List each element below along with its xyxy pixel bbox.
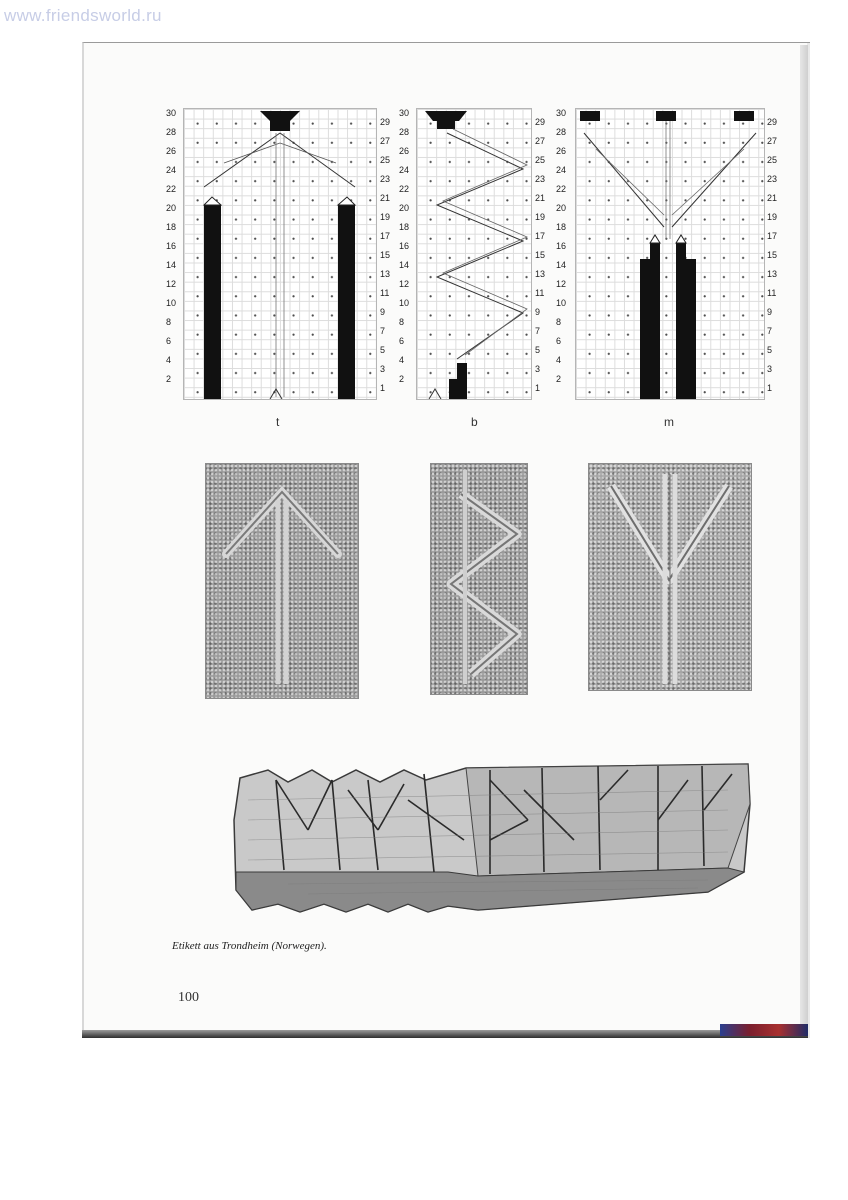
row-number: 9 <box>535 307 541 317</box>
row-number: 18 <box>399 222 410 232</box>
row-number: 3 <box>535 364 541 374</box>
row-number: 19 <box>767 212 778 222</box>
row-number: 22 <box>399 184 410 194</box>
row-numbers-left-t <box>166 108 182 398</box>
page-number: 100 <box>178 990 199 1005</box>
row-number: 27 <box>380 136 391 146</box>
row-number: 14 <box>166 260 177 270</box>
row-number: 26 <box>556 146 567 156</box>
row-number: 22 <box>166 184 177 194</box>
row-number: 17 <box>535 231 546 241</box>
row-number: 28 <box>556 127 567 137</box>
row-number: 24 <box>166 165 177 175</box>
row-number: 4 <box>399 355 405 365</box>
row-number: 18 <box>556 222 567 232</box>
watermark: www.friendsworld.ru <box>4 6 162 25</box>
row-number: 22 <box>556 184 567 194</box>
row-number: 18 <box>166 222 177 232</box>
row-number: 16 <box>166 241 177 251</box>
row-number: 16 <box>556 241 567 251</box>
row-numbers-left-m <box>556 108 572 398</box>
row-number: 6 <box>556 336 562 346</box>
row-number: 30 <box>166 108 177 118</box>
row-number: 10 <box>399 298 410 308</box>
row-number: 12 <box>166 279 177 289</box>
row-number: 20 <box>399 203 410 213</box>
row-number: 3 <box>380 364 386 374</box>
row-number: 7 <box>535 326 541 336</box>
row-number: 21 <box>535 193 546 203</box>
row-number: 14 <box>399 260 410 270</box>
row-number: 19 <box>535 212 546 222</box>
row-number: 15 <box>380 250 391 260</box>
row-number: 1 <box>535 383 541 393</box>
row-number: 8 <box>399 317 405 327</box>
row-number: 12 <box>556 279 567 289</box>
row-number: 19 <box>380 212 391 222</box>
row-numbers-right-b <box>535 108 551 398</box>
chart-label-b: b <box>471 415 478 429</box>
row-number: 28 <box>166 127 177 137</box>
row-number: 20 <box>166 203 177 213</box>
row-number: 2 <box>399 374 405 384</box>
row-number: 13 <box>380 269 391 279</box>
row-numbers-right-m <box>767 108 783 398</box>
row-number: 13 <box>767 269 778 279</box>
row-number: 10 <box>166 298 177 308</box>
row-number: 11 <box>380 288 390 298</box>
row-number: 8 <box>166 317 172 327</box>
row-number: 11 <box>535 288 545 298</box>
knitting-chart-b <box>416 108 532 400</box>
row-number: 20 <box>556 203 567 213</box>
knitted-swatch-t <box>205 463 359 699</box>
rune-stick-drawing <box>228 760 768 920</box>
row-number: 27 <box>767 136 778 146</box>
row-number: 3 <box>767 364 773 374</box>
page-bottom-edge <box>82 1030 808 1038</box>
row-number: 21 <box>767 193 778 203</box>
row-number: 17 <box>767 231 778 241</box>
row-number: 16 <box>399 241 410 251</box>
row-number: 7 <box>767 326 773 336</box>
row-number: 29 <box>767 117 778 127</box>
row-number: 5 <box>380 345 386 355</box>
row-number: 24 <box>399 165 410 175</box>
row-number: 9 <box>380 307 386 317</box>
row-number: 9 <box>767 307 773 317</box>
row-numbers-left-b <box>399 108 415 398</box>
row-number: 24 <box>556 165 567 175</box>
row-number: 15 <box>535 250 546 260</box>
row-number: 25 <box>535 155 546 165</box>
row-number: 26 <box>399 146 410 156</box>
row-number: 23 <box>535 174 546 184</box>
row-number: 25 <box>767 155 778 165</box>
row-number: 6 <box>166 336 172 346</box>
knitted-swatch-m <box>588 463 752 691</box>
row-number: 1 <box>767 383 773 393</box>
row-number: 15 <box>767 250 778 260</box>
knitted-swatch-b <box>430 463 528 695</box>
row-number: 28 <box>399 127 410 137</box>
knitting-chart-m <box>575 108 765 400</box>
row-number: 29 <box>535 117 546 127</box>
row-number: 14 <box>556 260 567 270</box>
figure-caption: Etikett aus Trondheim (Norwegen). <box>172 940 327 952</box>
row-number: 26 <box>166 146 177 156</box>
row-number: 23 <box>767 174 778 184</box>
row-number: 5 <box>535 345 541 355</box>
row-number: 30 <box>556 108 567 118</box>
row-number: 10 <box>556 298 567 308</box>
chart-label-t: t <box>276 415 280 429</box>
row-number: 6 <box>399 336 405 346</box>
row-number: 17 <box>380 231 391 241</box>
page-edge <box>800 45 808 1035</box>
row-number: 5 <box>767 345 773 355</box>
row-number: 21 <box>380 193 391 203</box>
row-number: 25 <box>380 155 391 165</box>
row-number: 7 <box>380 326 386 336</box>
row-number: 23 <box>380 174 391 184</box>
row-number: 2 <box>166 374 172 384</box>
row-number: 2 <box>556 374 562 384</box>
row-number: 11 <box>767 288 777 298</box>
row-number: 4 <box>166 355 172 365</box>
row-number: 12 <box>399 279 410 289</box>
row-number: 13 <box>535 269 546 279</box>
knitting-chart-t <box>183 108 377 400</box>
row-number: 8 <box>556 317 562 327</box>
row-number: 1 <box>380 383 386 393</box>
chart-label-m: m <box>664 415 674 429</box>
row-numbers-right-t <box>380 108 396 398</box>
row-number: 29 <box>380 117 391 127</box>
row-number: 30 <box>399 108 410 118</box>
row-number: 4 <box>556 355 562 365</box>
cover-strip <box>720 1024 808 1036</box>
row-number: 27 <box>535 136 546 146</box>
